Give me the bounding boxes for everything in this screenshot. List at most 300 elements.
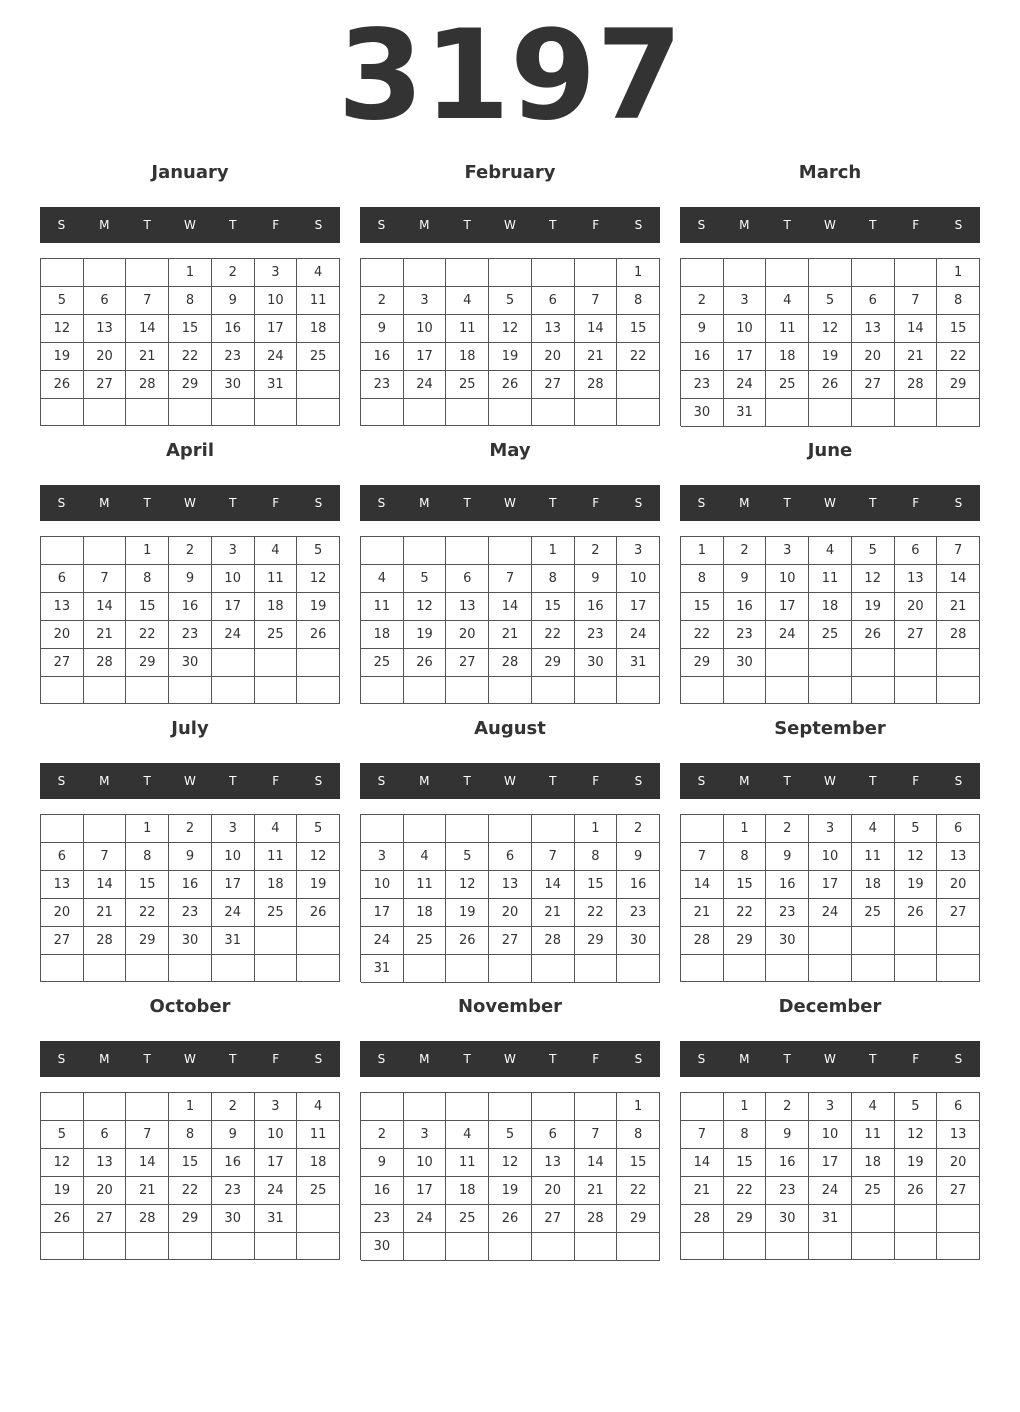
day-cell: 18 [446,343,489,371]
day-cell: 7 [937,537,980,565]
day-cell: 5 [41,287,84,315]
day-cell: 7 [489,565,532,593]
day-cell [575,677,618,704]
day-cell: 27 [532,371,575,399]
day-cell [617,677,660,704]
day-cell [126,1093,169,1121]
day-cell: 13 [937,843,980,871]
day-cell: 2 [617,815,660,843]
day-cell: 20 [895,593,938,621]
day-grid [680,536,980,704]
day-cell: 19 [297,593,340,621]
day-cell: 12 [446,871,489,899]
day-cell [446,399,489,426]
day-cell [681,259,724,287]
day-grid [360,258,660,426]
day-cell: 27 [937,1177,980,1205]
day-cell: 28 [681,927,724,955]
day-cell: 24 [809,1177,852,1205]
day-cell: 14 [489,593,532,621]
day-cell: 14 [575,315,618,343]
day-cell [404,955,447,983]
day-cell: 18 [297,315,340,343]
day-cell [895,399,938,427]
day-cell: 26 [489,371,532,399]
day-cell: 30 [617,927,660,955]
day-cell [404,1093,447,1121]
weekday-label: W [184,496,196,510]
day-cell [126,677,169,704]
day-cell: 8 [617,1121,660,1149]
day-cell: 23 [681,371,724,399]
weekday-label: T [229,1052,237,1066]
day-cell: 20 [532,343,575,371]
day-grid [360,814,660,982]
day-cell [937,399,980,427]
weekday-label: S [377,218,386,232]
day-grid [680,814,980,982]
day-cell: 5 [404,565,447,593]
day-cell: 1 [126,537,169,565]
day-cell: 9 [212,1121,255,1149]
day-cell [84,399,127,426]
day-cell: 30 [724,649,767,677]
day-cell [575,1093,618,1121]
day-cell: 2 [212,1093,255,1121]
month-name: November [457,996,563,1017]
day-cell [532,1233,575,1261]
weekday-label: M [99,774,110,788]
day-cell: 17 [361,899,404,927]
month-name: September [774,718,886,739]
day-cell: 21 [84,899,127,927]
day-cell: 15 [937,315,980,343]
day-cell: 13 [489,871,532,899]
day-cell: 23 [766,899,809,927]
day-cell: 3 [404,1121,447,1149]
weekday-header [360,207,660,243]
day-cell: 9 [575,565,618,593]
weekday-header [680,485,980,521]
day-cell: 17 [255,1149,298,1177]
day-cell: 10 [724,315,767,343]
day-cell [446,955,489,983]
day-cell: 24 [724,371,767,399]
day-cell: 13 [532,1149,575,1177]
day-cell: 12 [297,843,340,871]
day-cell: 12 [489,315,532,343]
day-cell: 8 [724,843,767,871]
day-cell [724,1233,767,1260]
day-cell: 29 [724,927,767,955]
day-cell: 20 [489,899,532,927]
weekday-label: T [549,774,557,788]
day-cell: 25 [852,899,895,927]
day-cell: 8 [126,843,169,871]
day-cell: 2 [575,537,618,565]
weekday-header [360,1041,660,1077]
weekday-label: S [954,218,963,232]
day-cell: 13 [41,593,84,621]
weekday-header [40,1041,340,1077]
day-cell: 16 [361,1177,404,1205]
day-cell [212,399,255,426]
day-cell: 23 [169,621,212,649]
day-cell: 2 [724,537,767,565]
day-cell: 1 [126,815,169,843]
day-cell: 7 [84,843,127,871]
day-cell: 19 [41,1177,84,1205]
day-cell: 21 [895,343,938,371]
day-cell [361,677,404,704]
day-cell: 8 [575,843,618,871]
day-cell [766,259,809,287]
day-cell [489,537,532,565]
day-cell [297,371,340,399]
day-cell: 6 [532,1121,575,1149]
day-cell: 22 [724,1177,767,1205]
day-cell [489,1233,532,1261]
day-cell: 12 [895,1121,938,1149]
day-cell [446,815,489,843]
day-cell: 24 [617,621,660,649]
day-cell: 28 [126,371,169,399]
day-cell: 7 [575,287,618,315]
weekday-label: T [463,496,471,510]
day-cell [809,677,852,704]
day-cell: 14 [895,315,938,343]
day-cell: 29 [617,1205,660,1233]
day-cell: 13 [84,1149,127,1177]
day-cell [84,815,127,843]
day-cell: 17 [766,593,809,621]
weekday-label: T [869,774,877,788]
day-cell: 8 [126,565,169,593]
day-cell [937,677,980,704]
day-cell: 7 [126,287,169,315]
day-cell [41,1233,84,1260]
weekday-label: F [912,1052,920,1066]
day-cell: 28 [126,1205,169,1233]
day-cell: 6 [446,565,489,593]
day-grid [40,814,340,982]
day-cell [681,677,724,704]
day-cell: 23 [361,371,404,399]
day-grid [40,258,340,426]
weekday-label: M [419,1052,430,1066]
day-cell [617,399,660,426]
weekday-label: T [869,496,877,510]
day-cell: 11 [255,843,298,871]
day-cell: 25 [255,899,298,927]
weekday-label: W [184,1052,196,1066]
day-cell: 25 [404,927,447,955]
weekday-label: S [57,774,66,788]
day-cell: 22 [532,621,575,649]
day-cell [169,399,212,426]
day-cell: 30 [766,927,809,955]
weekday-label: M [739,496,750,510]
weekday-label: M [99,496,110,510]
day-cell [489,677,532,704]
day-cell: 10 [766,565,809,593]
day-cell: 21 [681,899,724,927]
day-cell [126,955,169,982]
day-cell: 11 [361,593,404,621]
day-cell: 1 [681,537,724,565]
day-cell: 20 [852,343,895,371]
day-cell: 31 [361,955,404,983]
day-cell: 17 [809,871,852,899]
day-cell: 15 [126,593,169,621]
day-cell: 26 [489,1205,532,1233]
day-cell: 30 [766,1205,809,1233]
day-cell: 6 [84,1121,127,1149]
day-cell [532,815,575,843]
weekday-label: T [783,496,791,510]
weekday-label: T [463,218,471,232]
day-cell: 30 [212,1205,255,1233]
day-cell [84,677,127,704]
day-cell: 8 [724,1121,767,1149]
weekday-header [40,763,340,799]
day-cell [297,677,340,704]
day-cell: 14 [126,315,169,343]
day-cell: 3 [617,537,660,565]
day-cell [84,1093,127,1121]
day-cell: 26 [446,927,489,955]
day-cell: 21 [681,1177,724,1205]
day-cell: 19 [446,899,489,927]
day-cell: 9 [361,1149,404,1177]
day-cell [852,927,895,955]
day-cell: 15 [681,593,724,621]
weekday-label: T [229,496,237,510]
weekday-label: S [634,496,643,510]
day-cell: 28 [84,649,127,677]
day-cell: 20 [84,343,127,371]
day-cell: 25 [852,1177,895,1205]
day-cell [169,677,212,704]
day-cell: 10 [809,1121,852,1149]
day-cell [617,371,660,399]
day-grid [360,536,660,704]
day-cell: 14 [937,565,980,593]
day-cell: 30 [575,649,618,677]
day-cell: 1 [617,259,660,287]
day-cell: 6 [937,815,980,843]
day-cell: 23 [212,1177,255,1205]
weekday-label: T [143,496,151,510]
weekday-label: S [634,218,643,232]
day-cell: 4 [446,287,489,315]
day-cell: 7 [575,1121,618,1149]
day-cell: 6 [937,1093,980,1121]
day-cell [489,399,532,426]
day-cell: 25 [809,621,852,649]
day-cell: 5 [895,1093,938,1121]
day-cell: 25 [255,621,298,649]
day-cell: 16 [361,343,404,371]
weekday-label: W [504,218,516,232]
day-cell: 26 [809,371,852,399]
day-cell: 22 [724,899,767,927]
day-cell: 23 [617,899,660,927]
day-cell: 14 [84,593,127,621]
day-cell [617,1233,660,1261]
day-cell [575,259,618,287]
weekday-label: F [272,1052,280,1066]
day-cell: 12 [41,315,84,343]
weekday-label: M [99,218,110,232]
day-cell: 28 [895,371,938,399]
day-cell: 3 [809,1093,852,1121]
day-cell: 14 [126,1149,169,1177]
weekday-label: S [377,774,386,788]
day-cell: 30 [169,649,212,677]
day-cell: 20 [937,871,980,899]
day-cell: 1 [937,259,980,287]
day-cell: 14 [532,871,575,899]
day-cell [489,815,532,843]
day-cell: 22 [169,1177,212,1205]
day-cell: 11 [852,1121,895,1149]
weekday-label: S [57,1052,66,1066]
day-cell: 12 [852,565,895,593]
day-cell [446,537,489,565]
day-cell [724,677,767,704]
weekday-label: S [697,218,706,232]
day-cell: 22 [937,343,980,371]
day-cell [255,399,298,426]
day-cell: 31 [212,927,255,955]
day-cell [404,1233,447,1261]
day-cell: 8 [681,565,724,593]
day-cell [532,399,575,426]
day-cell: 16 [169,593,212,621]
day-cell: 26 [404,649,447,677]
day-cell: 5 [895,815,938,843]
day-cell: 24 [404,371,447,399]
day-cell: 19 [895,1149,938,1177]
day-cell: 19 [41,343,84,371]
day-cell: 5 [446,843,489,871]
weekday-label: F [272,496,280,510]
day-cell: 10 [404,1149,447,1177]
day-cell: 18 [852,871,895,899]
day-cell: 9 [724,565,767,593]
day-cell: 29 [724,1205,767,1233]
day-cell [895,677,938,704]
day-cell: 26 [895,899,938,927]
day-cell: 23 [169,899,212,927]
day-cell [255,677,298,704]
day-cell: 15 [724,871,767,899]
day-cell: 27 [446,649,489,677]
day-cell: 29 [532,649,575,677]
weekday-label: M [419,496,430,510]
day-cell [681,815,724,843]
day-cell: 5 [489,287,532,315]
day-cell [41,815,84,843]
day-cell: 24 [255,343,298,371]
day-cell [895,1233,938,1260]
day-cell: 6 [41,565,84,593]
day-cell: 9 [766,1121,809,1149]
weekday-label: S [697,774,706,788]
day-cell [532,955,575,983]
day-cell [212,955,255,982]
day-cell: 15 [169,315,212,343]
day-cell: 5 [41,1121,84,1149]
day-cell: 21 [575,343,618,371]
day-cell: 9 [766,843,809,871]
day-cell: 9 [212,287,255,315]
day-cell: 6 [532,287,575,315]
day-cell: 23 [361,1205,404,1233]
day-cell: 6 [41,843,84,871]
day-cell: 18 [446,1177,489,1205]
day-cell: 3 [255,259,298,287]
day-cell [212,649,255,677]
day-cell: 3 [255,1093,298,1121]
weekday-label: M [419,774,430,788]
day-cell: 21 [575,1177,618,1205]
weekday-label: T [549,1052,557,1066]
day-cell: 18 [361,621,404,649]
day-cell: 9 [169,843,212,871]
day-cell: 17 [212,593,255,621]
day-cell: 28 [681,1205,724,1233]
weekday-label: F [272,774,280,788]
day-cell [617,955,660,983]
day-cell: 4 [446,1121,489,1149]
day-cell: 17 [404,343,447,371]
month-name: October [149,996,231,1017]
day-cell: 24 [361,927,404,955]
weekday-header [680,763,980,799]
weekday-label: F [592,496,600,510]
day-cell [41,537,84,565]
day-cell: 18 [766,343,809,371]
day-cell [361,399,404,426]
day-cell: 31 [809,1205,852,1233]
weekday-label: T [549,496,557,510]
day-cell: 1 [617,1093,660,1121]
day-cell [255,649,298,677]
day-cell: 2 [169,537,212,565]
day-cell [575,955,618,983]
day-cell: 25 [766,371,809,399]
day-cell: 12 [489,1149,532,1177]
day-cell: 13 [41,871,84,899]
day-cell: 12 [809,315,852,343]
day-cell [724,259,767,287]
day-cell: 30 [361,1233,404,1261]
day-cell: 3 [212,815,255,843]
day-cell [809,955,852,982]
weekday-label: T [869,1052,877,1066]
day-cell: 10 [404,315,447,343]
day-cell: 10 [809,843,852,871]
weekday-label: W [504,1052,516,1066]
day-cell: 27 [937,899,980,927]
day-cell: 30 [169,927,212,955]
day-cell: 2 [169,815,212,843]
day-cell: 18 [404,899,447,927]
day-cell: 17 [617,593,660,621]
day-cell: 31 [255,1205,298,1233]
